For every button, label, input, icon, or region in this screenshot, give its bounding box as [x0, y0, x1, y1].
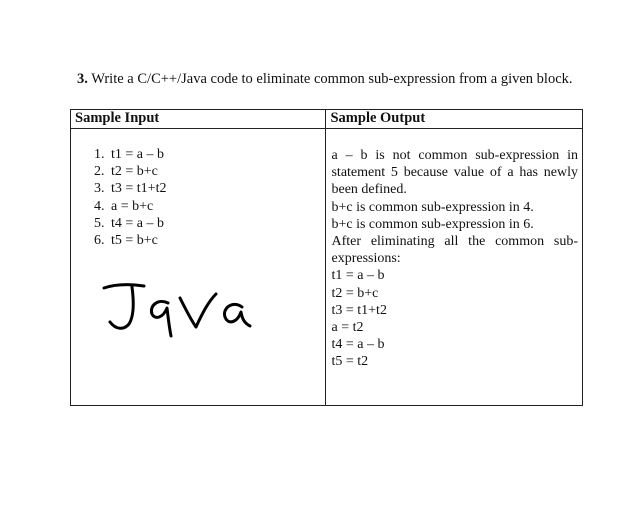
input-statement: 4. a = b+c	[94, 198, 154, 214]
input-statement: 3. t3 = t1+t2	[94, 181, 167, 197]
handwritten-java-signature	[96, 280, 256, 340]
question-text	[77, 70, 617, 88]
output-line: After eliminating all the common sub-expressions:	[331, 234, 578, 267]
input-statement: 6. t5 = b+c	[94, 233, 158, 249]
sample-input-cell	[71, 129, 326, 406]
input-statement: 1. t1 = a – b	[94, 147, 164, 162]
output-line: b+c is common sub-expression in 6.	[331, 216, 534, 232]
input-statement: 5. t4 = a – b	[94, 215, 164, 231]
output-line: a = t2	[331, 320, 364, 336]
output-explanation: a – b is not common sub-expression in statement 5 because value of a has newly been defined.	[331, 148, 578, 198]
output-line: t3 = t1+t2	[331, 302, 387, 318]
sample-input-header: Sample Input	[71, 110, 326, 129]
sample-output-header: Sample Output	[326, 110, 583, 129]
input-statement: 2. t2 = b+c	[94, 164, 158, 180]
output-line: t1 = a – b	[331, 268, 385, 284]
output-line: t4 = a – b	[331, 337, 385, 353]
question-number: 3.	[77, 71, 88, 87]
question-body: Write a C/C++/Java code to eliminate common sub-expression from a given block.	[91, 71, 573, 87]
input-statement-list	[71, 129, 325, 249]
output-line: t5 = t2	[331, 354, 369, 370]
output-line: b+c is common sub-expression in 4.	[331, 199, 534, 215]
sample-table	[70, 109, 583, 406]
output-line: t2 = b+c	[331, 285, 379, 301]
sample-output-cell	[326, 129, 583, 406]
